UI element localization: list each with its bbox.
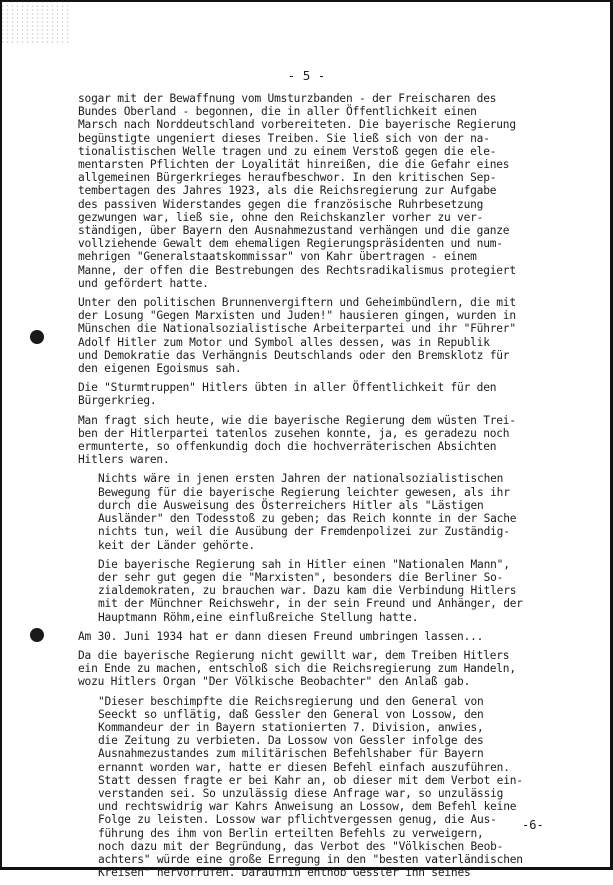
punch-hole-lower bbox=[30, 628, 44, 642]
paragraph: Da die bayerische Regierung nicht gewillt war, dem Treiben Hitlers ein Ende zu machen, entschloß sich die Reichsregierung zum Handeln, wozu Hitlers Organ "Der Völkische Beobachter" den Anlaß gab. bbox=[78, 648, 516, 689]
indented-paragraph: Nichts wäre in jenen ersten Jahren der nationalsozialistischen Bewegung für die bayerische Regierung leichter gewesen, als ihr durch die Ausweisung des Österreichers Hitler als "Lästigen Ausländer" den Todesstoß zu geben; das Reich konnte in der Sache nichts tun, weil die Ausübung der Fremdenpolizei zur Zuständig- keit der Länder gehörte. bbox=[98, 472, 517, 552]
indented-paragraph: Die bayerische Regierung sah in Hitler einen "Nationalen Mann", der sehr gut gegen die "Marxisten", besonders die Berliner So- zialdemokraten, zu brauchen war. Dazu kam die Verbindung Hitlers mit der Münchner Reichswehr, in der sein Freund und Anhänger, der Hauptmann Röhm,eine einflußreiche Stellung hatte. bbox=[98, 557, 523, 624]
scan-noise bbox=[0, 0, 70, 45]
quoted-paragraph: "Dieser beschimpfte die Reichsregierung und den General von Seeckt so unflätig, daß Gessler den General von Lossow, den Kommandeur der in Bayern stationierten 7. Division, anwies, die Zeitung zu verbieten. Da Lossow von Gessler infolge des Ausnahmezustandes zum militärischen Befehlshaber für Bayern ernannt worden war, hatte er diesen Befehl einfach auszuführen. Statt dessen fragte er bei Kahr an, ob dieser mit dem Verbot ein- verstanden sei. So unzulässig diese Anfrage war, so unzulässig und rechtswidrig war Kahrs Anweisung an Lossow, dem Befehl keine Folge zu leisten. Lossow war pflichtvergessen genug, die Aus- führung des ihm von Berlin erteilten Befehls zu verweigern, noch dazu mit der Begründung, das Verbot des "Völkischen Beob- achters" würde eine große Erregung in den "besten vaterländischen Kreisen" hervorrufen. Daraufhin enthob Gessler ihn seines bbox=[98, 694, 523, 880]
paragraph: Man fragt sich heute, wie die bayerische Regierung dem wüsten Trei- ben der Hitlerpartei tatenlos zusehen konnte, ja, es geradezu noch ermunterte, so offenkundig doch die hochverräterischen Absichten Hitlers waren. bbox=[78, 413, 516, 467]
scan-border-top bbox=[0, 0, 613, 2]
paragraph: Am 30. Juni 1934 hat er dann diesen Freund umbringen lassen... bbox=[78, 629, 484, 643]
paragraph: Die "Sturmtruppen" Hitlers übten in aller Öffentlichkeit für den Bürgerkrieg. bbox=[78, 381, 497, 408]
paragraph: sogar mit der Bewaffnung vom Umsturzbanden - der Freischaren des Bundes Oberland - begonnen, die in aller Öffentlichkeit einen Marsch nach Norddeutschland vorbereiteten. Die bayerische Regierung begünstigte ungeniert dieses Treiben. Sie ließ sich von der na- tionalistischen Welle tragen und zu einem Verstoß gegen die ele- mentarsten Pflichten der Loyalität hinreißen, die die Gefahr eines allgemeinen Bürgerkrieges heraufbeschwor. In den kritischen Sep- tembertagen des Jahres 1923, als die Reichsregierung zur Aufgabe des passiven Widerstandes gegen die französische Ruhrbesetzung gezwungen war, ließ sie, ohne den Reichskanzler vorher zu ver- ständigen, über Bayern den Ausnahmezustand verhängen und die ganze vollziehende Gewalt dem ehemaligen Regierungspräsidenten und num- mehrigen "Generalstaatskommissar" von Kahr übertragen - einem Manne, der offen die Bestrebungen des Rechtsradikalismus protegiert und gefördert hatte. bbox=[78, 92, 516, 290]
punch-hole-upper bbox=[30, 330, 44, 344]
page-number: - 5 - bbox=[287, 68, 326, 83]
body-text bbox=[78, 92, 578, 885]
paragraph: Unter den politischen Brunnenvergiftern und Geheimbündlern, die mit der Losung "Gegen Marxisten und Juden!" hausieren gingen, wurden in Münschen die Nationalsozialistische Arbeiterpartei und ihr "Führer" Adolf Hitler zum Motor und Symbol alles dessen, was in Republik und Demokratie das Verhängnis Deutschlands oder den Bremsklotz für den eigenen Egoismus sah. bbox=[78, 296, 516, 376]
scan-border-left bbox=[0, 0, 2, 870]
continuation-marker: -6- bbox=[522, 818, 544, 832]
